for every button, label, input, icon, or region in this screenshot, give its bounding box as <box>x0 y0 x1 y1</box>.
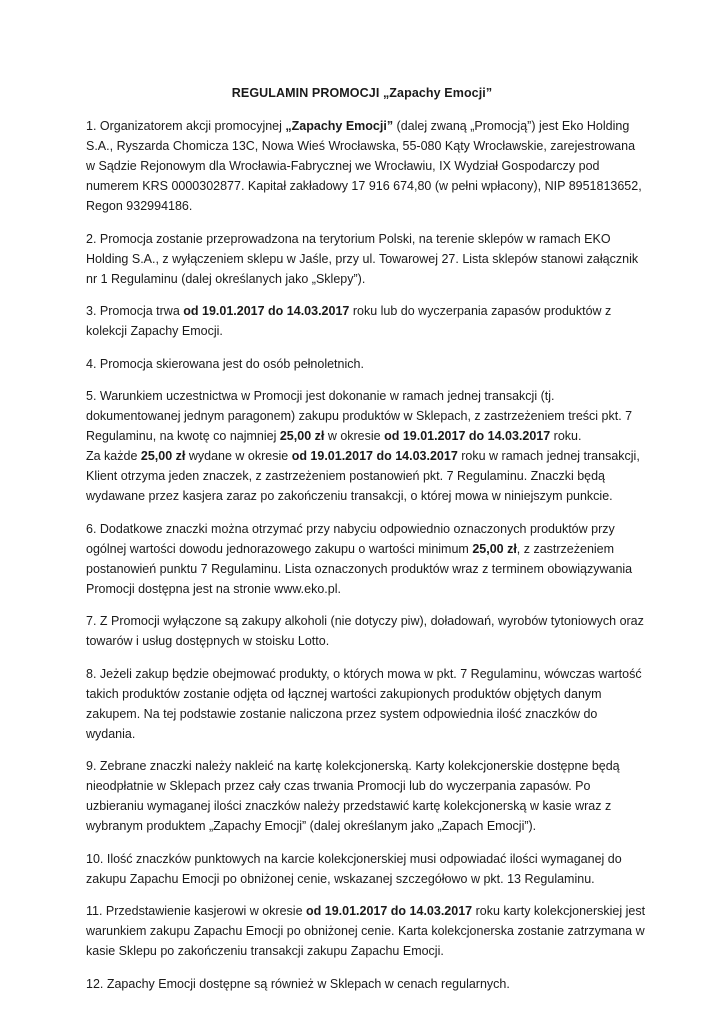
bold-text: od 19.01.2017 do 14.03.2017 <box>306 904 473 918</box>
text-run: (dalej zwaną „Promocją”) jest Eko Holding S.A., Ryszarda Chomicza 13C, Nowa Wieś Wrocławska, 55-080 Kąty Wrocławskie, zarejestrowana w Sądzie Rejonowym dla Wrocławia-Fabrycznej we Wrocławiu, IX Wydział Gospodarczy pod numerem KRS 0000302877. Kapitał zakładowy 17 916 674,80 (w pełni wpłacony), NIP 8951813652, Regon 932994186. <box>86 119 642 213</box>
paragraph-line <box>86 301 646 341</box>
text-run: 4. Promocja skierowana jest do osób pełnoletnich. <box>86 356 364 371</box>
text-run: roku w ramach jednej transakcji, Klient otrzyma jeden znaczek, z zastrzeżeniem postanowień pkt. 7 Regulaminu. Znaczki będą wydawane przez kasjera zaraz po zakończeniu transakcji, o której mowa w niniejszym punkcie. <box>86 449 640 503</box>
text-run: , z zastrzeżeniem postanowień punktu 7 Regulaminu. Lista oznaczonych produktów wraz z terminem obowiązywania Promocji dostępna jest na stronie www.eko.pl. <box>86 541 633 596</box>
text-run: roku karty kolekcjonerskiej jest warunkiem zakupu Zapachu Emocji po obniżonej cenie. Karta kolekcjonerska zostanie zatrzymana w kasie Sklepu po zakończeniu transakcji zakupu Zapachu Emocji. <box>86 904 646 958</box>
document-title: REGULAMIN PROMOCJI „Zapachy Emocji” <box>231 86 493 100</box>
paragraph-7 <box>86 611 646 651</box>
paragraph-line <box>86 354 646 374</box>
paragraph-10 <box>86 849 646 889</box>
text-run: 7. Z Promocji wyłączone są zakupy alkoholi (nie dotyczy piw), doładowań, wyrobów tytoniowych oraz towarów i usług dostępnych w stoisku Lotto. <box>86 614 644 648</box>
text-run: 10. Ilość znaczków punktowych na karcie kolekcjonerskiej musi odpowiadać ilości wymaganej do zakupu Zapachu Emocji po obniżonej cenie, wskazanej szczegółowo w pkt. 13 Regulaminu. <box>86 851 622 886</box>
paragraph-12 <box>86 974 646 994</box>
paragraph-4 <box>86 354 646 374</box>
bold-text: 25,00 zł <box>472 541 517 556</box>
paragraph-9 <box>86 756 646 836</box>
text-run: w okresie <box>324 429 385 443</box>
paragraph-line <box>86 386 646 446</box>
paragraph-3 <box>86 301 646 341</box>
paragraph-line <box>86 901 646 961</box>
paragraph-line <box>86 229 646 289</box>
paragraph-1 <box>86 116 646 216</box>
text-run: 3. Promocja trwa <box>86 304 184 318</box>
paragraph-11 <box>86 901 646 961</box>
text-run: 5. Warunkiem uczestnictwa w Promocji jest dokonanie w ramach jednej transakcji (tj. dokumentowanej jednym paragonem) zakupu produktów w Sklepach, z zastrzeżeniem treści pkt. 7 Regulaminu, na kwotę co najmniej <box>86 389 633 443</box>
paragraph-5 <box>86 386 646 506</box>
paragraph-line <box>86 664 646 744</box>
document-body <box>86 116 646 1006</box>
text-run: 2. Promocja zostanie przeprowadzona na terytorium Polski, na terenie sklepów w ramach EKO Holding S.A., z wyłączeniem sklepu w Jaśle, przy ul. Towarowej 27. Lista sklepów stanowi załącznik nr 1 Regulaminu (dalej określanych jako „Sklepy”). <box>86 231 639 286</box>
paragraph-line <box>86 974 646 994</box>
text-run: 9. Zebrane znaczki należy nakleić na kartę kolekcjonerską. Karty kolekcjonerskie dostępne będą nieodpłatnie w Sklepach przez cały czas trwania Promocji lub do wyczerpania zapasów. Po uzbieraniu wymaganej ilości znaczków należy przedstawić kartę kolekcjonerską w kasie wraz z wybranym produktem „Zapachy Emocji” (dalej określanym jako „Zapach Emocji”). <box>86 759 620 833</box>
text-run: 8. Jeżeli zakup będzie obejmować produkty, o których mowa w pkt. 7 Regulaminu, wówczas wartość takich produktów zostanie odjęta od łącznej wartości zakupionych produktów objętych danym zakupem. Na tej podstawie zostanie naliczona przez system odpowiednia ilość znaczków do wydania. <box>86 666 642 741</box>
paragraph-line <box>86 849 646 889</box>
bold-text: od 19.01.2017 do 14.03.2017 <box>291 449 458 463</box>
bold-text: „Zapachy Emocji” <box>285 119 394 133</box>
paragraph-line <box>86 611 646 651</box>
text-run: roku. <box>550 429 582 443</box>
text-run: wydane w okresie <box>185 449 292 463</box>
paragraph-2 <box>86 229 646 289</box>
paragraph-line <box>86 446 646 506</box>
paragraph-6 <box>86 519 646 599</box>
paragraph-8 <box>86 664 646 744</box>
text-run: 1. Organizatorem akcji promocyjnej <box>86 119 286 133</box>
bold-text: 25,00 zł <box>279 429 325 443</box>
text-run: roku lub do wyczerpania zapasów produktów z kolekcji Zapachy Emocji. <box>86 304 612 338</box>
paragraph-line <box>86 116 646 216</box>
paragraph-line <box>86 756 646 836</box>
paragraph-line <box>86 519 646 599</box>
bold-text: 25,00 zł <box>140 449 186 463</box>
bold-text: od 19.01.2017 do 14.03.2017 <box>384 429 551 443</box>
text-run: 11. Przedstawienie kasjerowi w okresie <box>86 904 307 918</box>
text-run: 12. Zapachy Emocji dostępne są również w Sklepach w cenach regularnych. <box>86 976 510 991</box>
text-run: Za każde <box>86 449 141 463</box>
bold-text: od 19.01.2017 do 14.03.2017 <box>183 304 350 318</box>
text-run: 6. Dodatkowe znaczki można otrzymać przy nabyciu odpowiednio oznaczonych produktów przy ogólnej wartości dowodu jednorazowego zakupu o wartości minimum <box>86 521 615 556</box>
